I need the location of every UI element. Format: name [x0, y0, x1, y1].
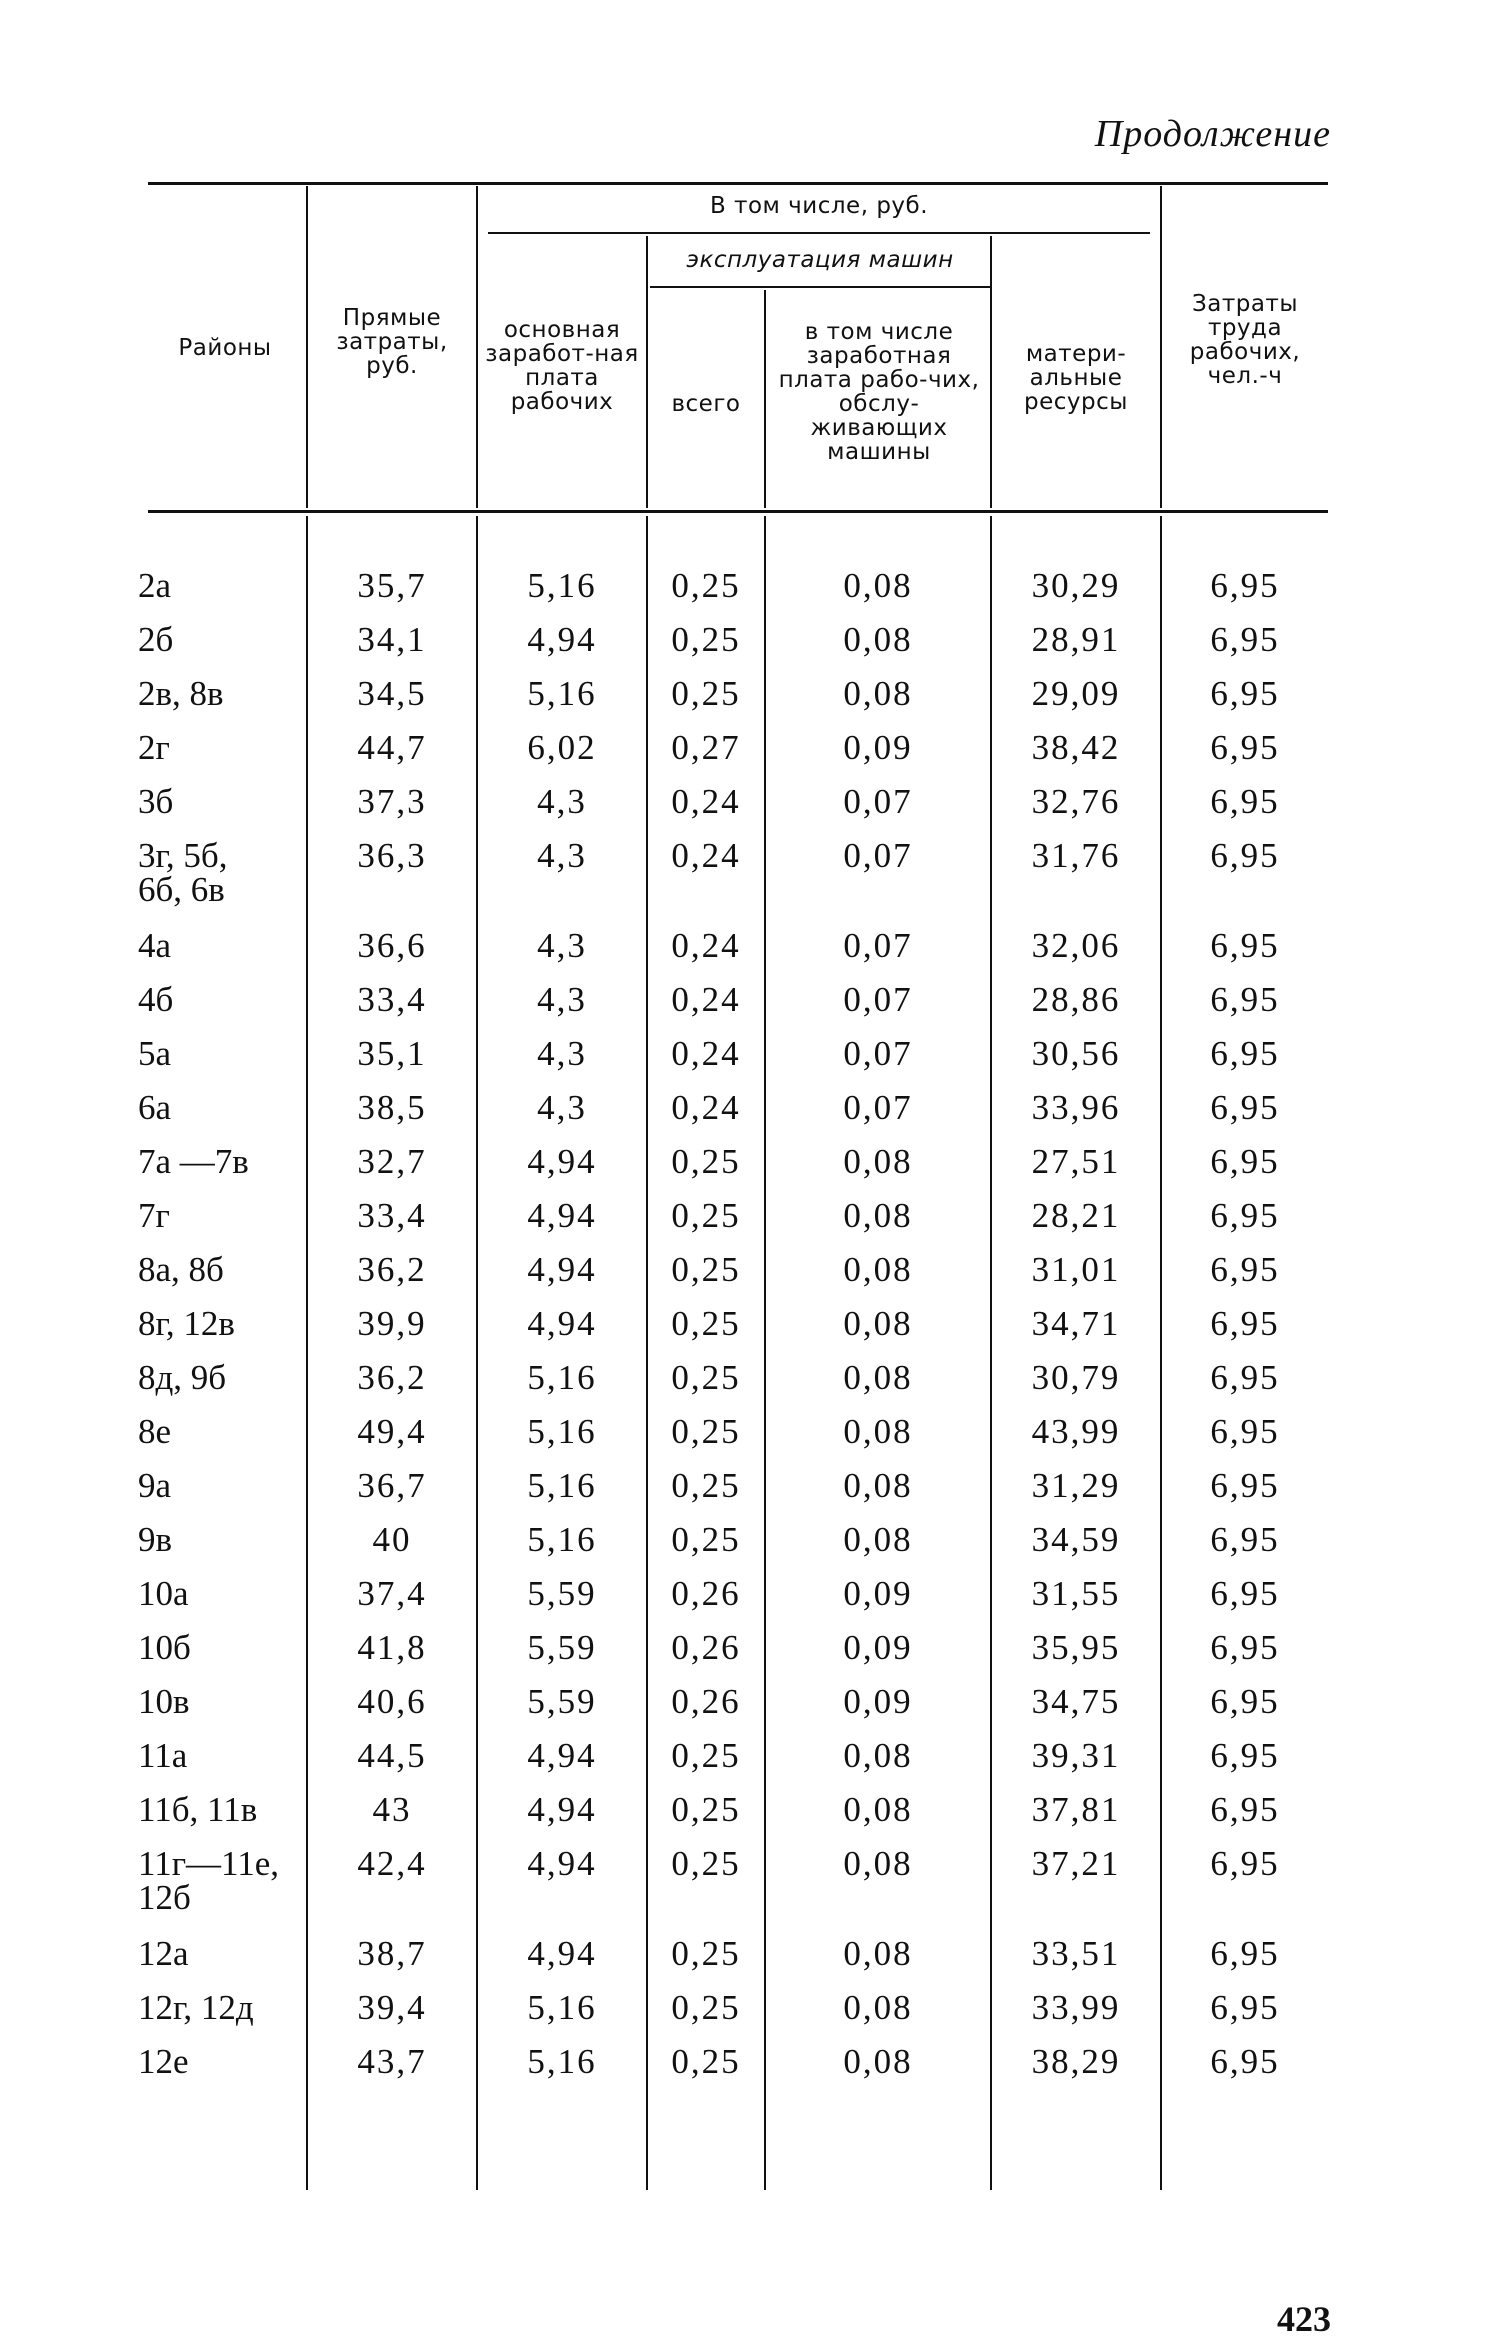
- cell-region: 11б, 11в: [138, 1790, 258, 1829]
- cell-wage: 4,94: [527, 1196, 597, 1235]
- cell-direct: 37,4: [357, 1574, 427, 1613]
- cell-direct: 36,3: [357, 836, 427, 875]
- cell-direct: 33,4: [357, 980, 427, 1019]
- header-materials: матери-альные ресурсы: [1024, 341, 1128, 415]
- cell-labor: 6,95: [1210, 1988, 1280, 2027]
- cell-mat: 32,06: [1031, 926, 1121, 965]
- cell-direct: 36,2: [357, 1358, 427, 1397]
- cell-mat: 35,95: [1031, 1628, 1121, 1667]
- cell-mach: 0,24: [671, 1088, 741, 1127]
- cell-wage: 5,16: [527, 1466, 597, 1505]
- cell-direct: 36,7: [357, 1466, 427, 1505]
- cell-region: 10в: [138, 1682, 190, 1721]
- header-labor: Затраты труда рабочих, чел.-ч: [1189, 291, 1301, 389]
- body-divider: [990, 516, 992, 2190]
- cell-mat: 34,71: [1031, 1304, 1121, 1343]
- cell-region: 6а: [138, 1088, 172, 1127]
- cell-labor: 6,95: [1210, 728, 1280, 767]
- cell-mach-wage: 0,08: [843, 1844, 913, 1883]
- cell-mach: 0,25: [671, 1142, 741, 1181]
- cell-mach: 0,25: [671, 620, 741, 659]
- cell-mat: 30,79: [1031, 1358, 1121, 1397]
- cell-labor: 6,95: [1210, 1682, 1280, 1721]
- cell-region: 8д, 9б: [138, 1358, 227, 1397]
- header-bottom-rule: [148, 510, 1328, 513]
- cell-mach-wage: 0,07: [843, 980, 913, 1019]
- cell-region: 4б: [138, 980, 174, 1019]
- cell-labor: 6,95: [1210, 1196, 1280, 1235]
- cell-mach: 0,27: [671, 728, 741, 767]
- cell-mach-wage: 0,08: [843, 1988, 913, 2027]
- header-divider: [1160, 186, 1162, 508]
- cell-region: 10б: [138, 1628, 191, 1667]
- cell-mat: 28,86: [1031, 980, 1121, 1019]
- cell-labor: 6,95: [1210, 1934, 1280, 1973]
- cell-wage: 4,94: [527, 1250, 597, 1289]
- cell-mach: 0,25: [671, 1358, 741, 1397]
- cell-mach-wage: 0,08: [843, 674, 913, 713]
- cell-wage: 4,94: [527, 1934, 597, 1973]
- cell-region: 12а: [138, 1934, 189, 1973]
- cell-mach-wage: 0,07: [843, 782, 913, 821]
- body-divider: [1160, 516, 1162, 2190]
- cell-labor: 6,95: [1210, 782, 1280, 821]
- cell-direct: 41,8: [357, 1628, 427, 1667]
- cell-direct: 37,3: [357, 782, 427, 821]
- cell-labor: 6,95: [1210, 674, 1280, 713]
- machines-rule: [650, 286, 990, 288]
- cell-wage: 4,3: [537, 980, 587, 1019]
- cell-mat: 37,81: [1031, 1790, 1121, 1829]
- header-region: Районы: [178, 335, 272, 361]
- cell-wage: 5,16: [527, 1988, 597, 2027]
- cell-wage: 4,3: [537, 782, 587, 821]
- cell-region: 2а: [138, 566, 172, 605]
- cell-mach: 0,25: [671, 1466, 741, 1505]
- cell-mach-wage: 0,08: [843, 2042, 913, 2081]
- cell-mach-wage: 0,08: [843, 1196, 913, 1235]
- cell-region: 8г, 12в: [138, 1304, 235, 1343]
- cell-region: 9а: [138, 1466, 172, 1505]
- cell-mach-wage: 0,08: [843, 1304, 913, 1343]
- cell-wage: 4,94: [527, 1790, 597, 1829]
- cell-mach-wage: 0,08: [843, 1358, 913, 1397]
- cell-wage: 4,94: [527, 620, 597, 659]
- cell-region: 2в, 8в: [138, 674, 224, 713]
- cell-labor: 6,95: [1210, 926, 1280, 965]
- cell-mach-wage: 0,08: [843, 1934, 913, 1973]
- page-number: 423: [1277, 2299, 1331, 2339]
- cell-labor: 6,95: [1210, 980, 1280, 1019]
- cell-mach-wage: 0,08: [843, 1250, 913, 1289]
- cell-wage: 5,59: [527, 1682, 597, 1721]
- cell-region: 5а: [138, 1034, 172, 1073]
- cell-region: 8а, 8б: [138, 1250, 224, 1289]
- header-divider: [990, 236, 992, 508]
- cell-mat: 43,99: [1031, 1412, 1121, 1451]
- cell-region: 4а: [138, 926, 172, 965]
- cell-mach-wage: 0,07: [843, 1034, 913, 1073]
- cell-direct: 44,5: [357, 1736, 427, 1775]
- cell-mach: 0,25: [671, 1934, 741, 1973]
- cell-region: 2б: [138, 620, 174, 659]
- cell-mach-wage: 0,08: [843, 566, 913, 605]
- cell-wage: 5,16: [527, 1520, 597, 1559]
- header-machine-total: всего: [671, 391, 741, 417]
- cell-mach: 0,24: [671, 836, 741, 875]
- cell-mach: 0,25: [671, 1988, 741, 2027]
- cell-mach: 0,24: [671, 980, 741, 1019]
- cell-mach-wage: 0,09: [843, 1574, 913, 1613]
- cell-mat: 28,91: [1031, 620, 1121, 659]
- cell-wage: 5,16: [527, 2042, 597, 2081]
- cell-labor: 6,95: [1210, 1736, 1280, 1775]
- cell-wage: 4,94: [527, 1736, 597, 1775]
- cell-mat: 34,59: [1031, 1520, 1121, 1559]
- cell-labor: 6,95: [1210, 1790, 1280, 1829]
- cell-direct: 40,6: [357, 1682, 427, 1721]
- cell-mach: 0,25: [671, 1844, 741, 1883]
- cell-direct: 34,1: [357, 620, 427, 659]
- cell-region-continued: 6б, 6в: [138, 870, 225, 909]
- cell-wage: 5,16: [527, 674, 597, 713]
- cell-mat: 28,21: [1031, 1196, 1121, 1235]
- cell-region-continued: 12б: [138, 1878, 191, 1917]
- cell-direct: 43: [372, 1790, 412, 1829]
- cell-wage: 4,3: [537, 836, 587, 875]
- cell-mat: 34,75: [1031, 1682, 1121, 1721]
- cell-mat: 31,29: [1031, 1466, 1121, 1505]
- cell-mat: 30,56: [1031, 1034, 1121, 1073]
- cell-mach-wage: 0,08: [843, 1466, 913, 1505]
- header-divider: [476, 186, 478, 508]
- cell-wage: 4,3: [537, 926, 587, 965]
- cell-wage: 4,94: [527, 1844, 597, 1883]
- body-divider: [764, 516, 766, 2190]
- cell-mat: 31,55: [1031, 1574, 1121, 1613]
- cell-mach-wage: 0,08: [843, 1790, 913, 1829]
- continued-label: Продолжение: [1094, 113, 1331, 155]
- cell-direct: 44,7: [357, 728, 427, 767]
- cell-wage: 5,59: [527, 1574, 597, 1613]
- cell-wage: 4,3: [537, 1088, 587, 1127]
- cell-labor: 6,95: [1210, 836, 1280, 875]
- cell-mat: 30,29: [1031, 566, 1121, 605]
- cell-region: 7а —7в: [138, 1142, 249, 1181]
- cell-region: 11г—11е,: [138, 1844, 280, 1883]
- cell-mat: 38,29: [1031, 2042, 1121, 2081]
- cell-mach: 0,25: [671, 1196, 741, 1235]
- cell-mat: 38,42: [1031, 728, 1121, 767]
- cell-labor: 6,95: [1210, 1520, 1280, 1559]
- cell-wage: 5,16: [527, 1412, 597, 1451]
- cell-mat: 29,09: [1031, 674, 1121, 713]
- cell-mat: 31,76: [1031, 836, 1121, 875]
- cell-region: 10а: [138, 1574, 189, 1613]
- cell-mach: 0,25: [671, 674, 741, 713]
- cell-mat: 39,31: [1031, 1736, 1121, 1775]
- including-rule: [488, 232, 1150, 234]
- cell-mat: 31,01: [1031, 1250, 1121, 1289]
- cell-mach: 0,26: [671, 1682, 741, 1721]
- cell-direct: 38,5: [357, 1088, 427, 1127]
- cell-direct: 34,5: [357, 674, 427, 713]
- cell-mach: 0,25: [671, 1520, 741, 1559]
- header-divider: [764, 290, 766, 508]
- cell-region: 3б: [138, 782, 174, 821]
- cell-direct: 35,7: [357, 566, 427, 605]
- cell-mach: 0,26: [671, 1574, 741, 1613]
- cell-mat: 37,21: [1031, 1844, 1121, 1883]
- cell-mach: 0,25: [671, 1790, 741, 1829]
- header-machine-wage: в том числе заработная плата рабо-чих, обслу-живающих машины: [778, 319, 980, 465]
- cell-direct: 39,4: [357, 1988, 427, 2027]
- cell-region: 8е: [138, 1412, 172, 1451]
- cell-labor: 6,95: [1210, 1466, 1280, 1505]
- cell-region: 3г, 5б,: [138, 836, 228, 875]
- cell-mat: 32,76: [1031, 782, 1121, 821]
- cell-wage: 4,3: [537, 1034, 587, 1073]
- cell-mach: 0,24: [671, 1034, 741, 1073]
- cell-labor: 6,95: [1210, 1358, 1280, 1397]
- cell-labor: 6,95: [1210, 1412, 1280, 1451]
- body-divider: [646, 516, 648, 2190]
- cell-mach: 0,24: [671, 782, 741, 821]
- cell-labor: 6,95: [1210, 1628, 1280, 1667]
- header-divider: [306, 186, 308, 508]
- cell-mach-wage: 0,09: [843, 1682, 913, 1721]
- cell-mach: 0,25: [671, 1250, 741, 1289]
- header-including: В том числе, руб.: [709, 193, 929, 219]
- cell-labor: 6,95: [1210, 1844, 1280, 1883]
- cell-labor: 6,95: [1210, 566, 1280, 605]
- cell-region: 12е: [138, 2042, 189, 2081]
- cell-direct: 36,2: [357, 1250, 427, 1289]
- cell-mach: 0,25: [671, 2042, 741, 2081]
- cell-mach-wage: 0,09: [843, 728, 913, 767]
- cell-mach: 0,24: [671, 926, 741, 965]
- cell-direct: 49,4: [357, 1412, 427, 1451]
- cell-labor: 6,95: [1210, 1250, 1280, 1289]
- cell-region: 7г: [138, 1196, 170, 1235]
- cell-mach: 0,25: [671, 1736, 741, 1775]
- cell-mat: 33,51: [1031, 1934, 1121, 1973]
- cell-mat: 33,96: [1031, 1088, 1121, 1127]
- cell-direct: 33,4: [357, 1196, 427, 1235]
- cell-mach-wage: 0,08: [843, 1736, 913, 1775]
- cell-mach: 0,25: [671, 566, 741, 605]
- cell-direct: 43,7: [357, 2042, 427, 2081]
- cell-mach: 0,25: [671, 1412, 741, 1451]
- cell-mat: 33,99: [1031, 1988, 1121, 2027]
- cell-wage: 5,16: [527, 1358, 597, 1397]
- cell-region: 12г, 12д: [138, 1988, 254, 2027]
- cell-mach-wage: 0,08: [843, 1412, 913, 1451]
- cell-mach-wage: 0,07: [843, 836, 913, 875]
- cell-labor: 6,95: [1210, 1304, 1280, 1343]
- cell-mach: 0,26: [671, 1628, 741, 1667]
- header-direct-costs: Прямые затраты, руб.: [336, 305, 448, 379]
- cell-direct: 36,6: [357, 926, 427, 965]
- cell-labor: 6,95: [1210, 1034, 1280, 1073]
- body-divider: [476, 516, 478, 2190]
- table-top-rule: [148, 182, 1328, 185]
- cell-labor: 6,95: [1210, 1088, 1280, 1127]
- cell-region: 2г: [138, 728, 170, 767]
- cell-mat: 27,51: [1031, 1142, 1121, 1181]
- cell-wage: 6,02: [527, 728, 597, 767]
- cell-mach-wage: 0,07: [843, 1088, 913, 1127]
- cell-labor: 6,95: [1210, 1142, 1280, 1181]
- cell-direct: 38,7: [357, 1934, 427, 1973]
- cell-wage: 5,16: [527, 566, 597, 605]
- cell-direct: 32,7: [357, 1142, 427, 1181]
- cell-labor: 6,95: [1210, 1574, 1280, 1613]
- cell-mach-wage: 0,08: [843, 620, 913, 659]
- cell-wage: 4,94: [527, 1142, 597, 1181]
- header-divider: [646, 236, 648, 508]
- cell-mach-wage: 0,07: [843, 926, 913, 965]
- cell-wage: 5,59: [527, 1628, 597, 1667]
- cell-direct: 40: [372, 1520, 412, 1559]
- cell-labor: 6,95: [1210, 2042, 1280, 2081]
- cell-region: 11а: [138, 1736, 188, 1775]
- cell-region: 9в: [138, 1520, 173, 1559]
- cell-direct: 42,4: [357, 1844, 427, 1883]
- header-machine-operation: эксплуатация машин: [686, 247, 954, 273]
- cell-labor: 6,95: [1210, 620, 1280, 659]
- header-base-wage: основная заработ-ная плата рабочих: [485, 317, 639, 415]
- cell-wage: 4,94: [527, 1304, 597, 1343]
- cell-direct: 39,9: [357, 1304, 427, 1343]
- cell-mach-wage: 0,08: [843, 1142, 913, 1181]
- cell-direct: 35,1: [357, 1034, 427, 1073]
- cell-mach-wage: 0,09: [843, 1628, 913, 1667]
- cell-mach-wage: 0,08: [843, 1520, 913, 1559]
- cell-mach: 0,25: [671, 1304, 741, 1343]
